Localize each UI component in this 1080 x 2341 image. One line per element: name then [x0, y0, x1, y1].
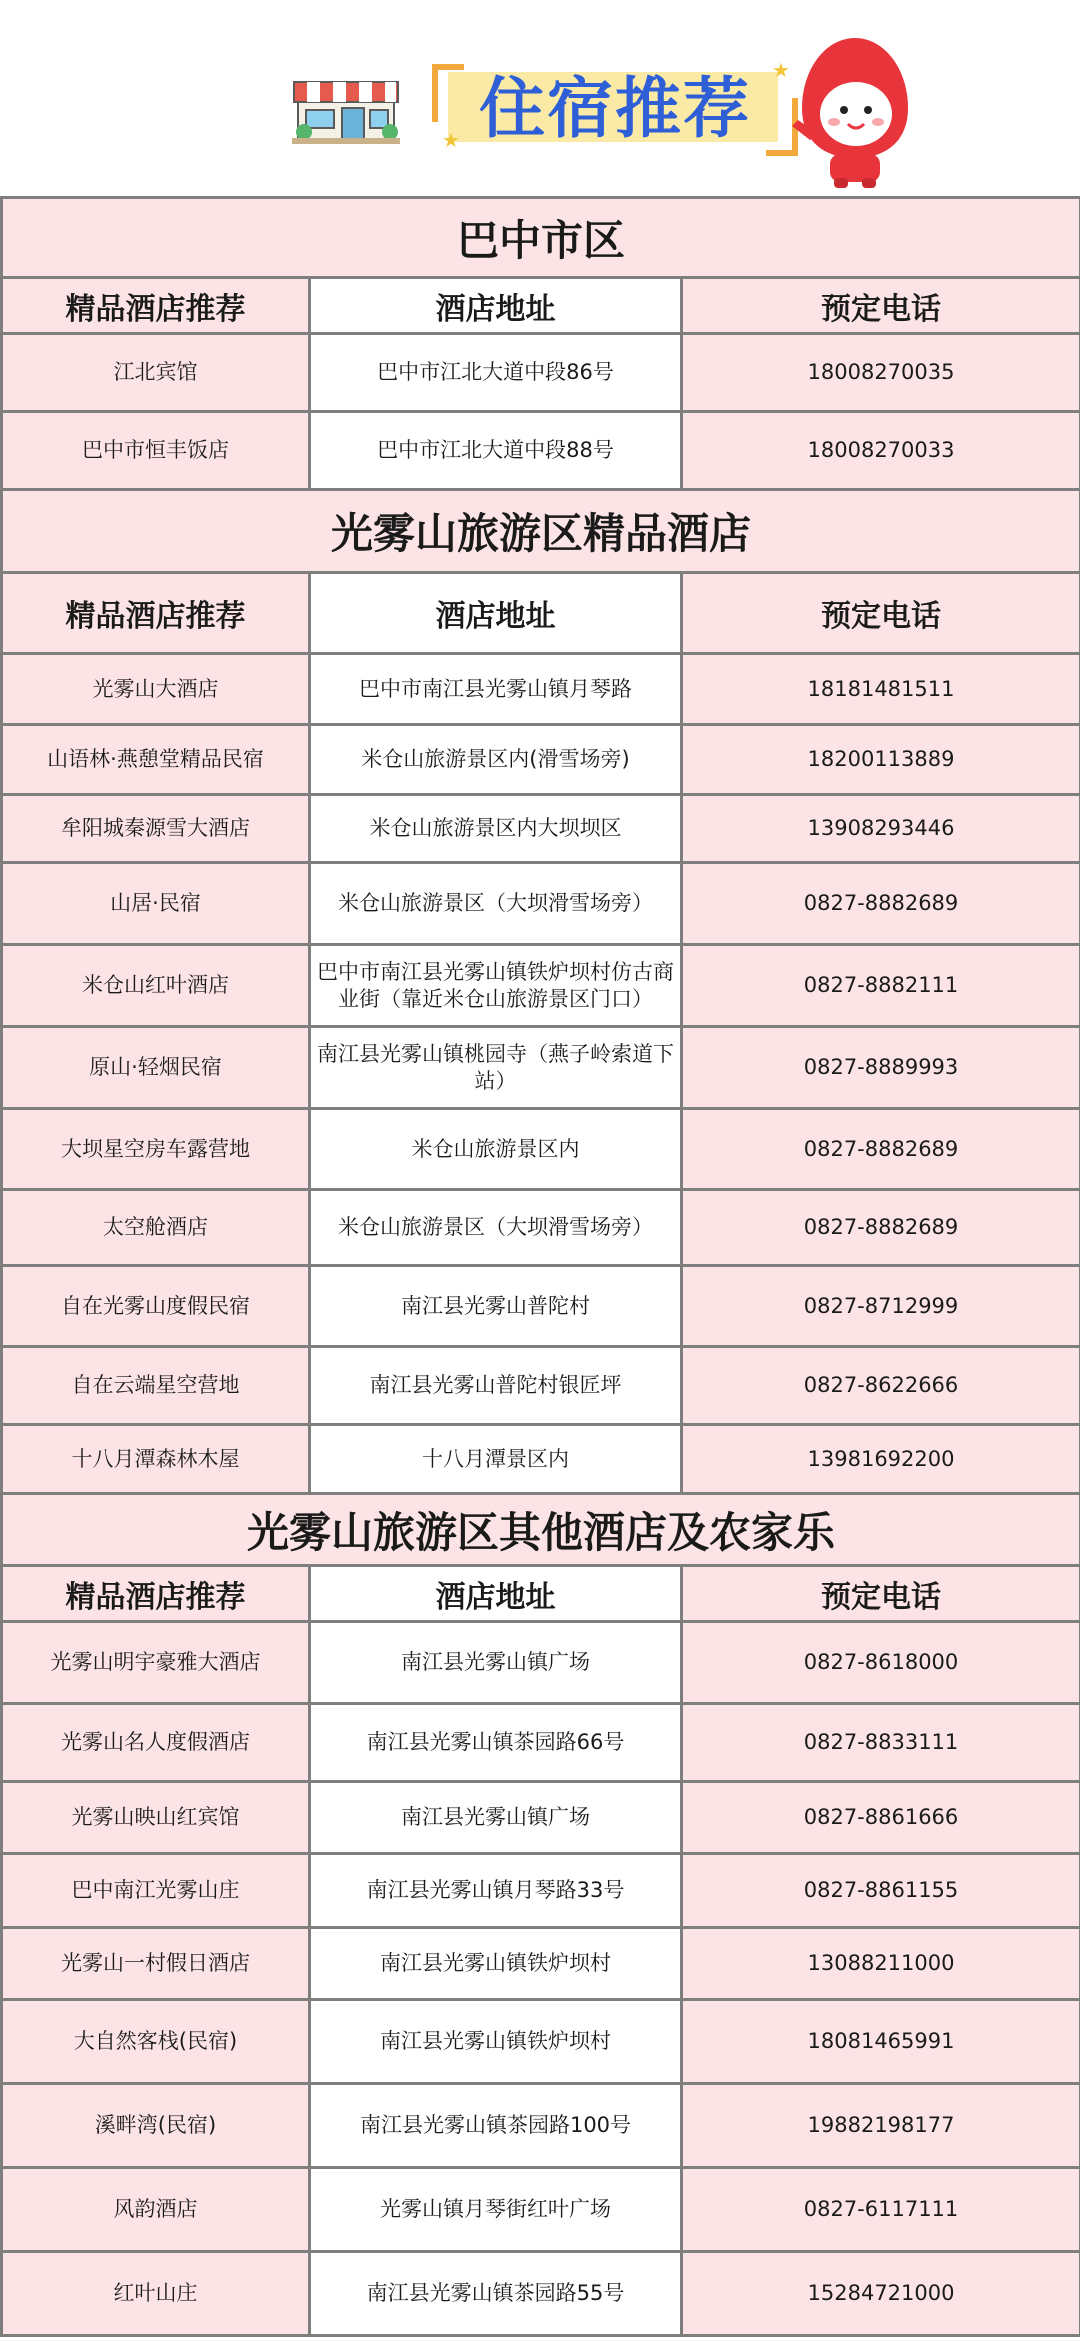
column-header-row [2, 1566, 1080, 1622]
hotel-table [0, 196, 1080, 2337]
hotel-address: 南江县光雾山镇月琴路33号 [310, 1854, 682, 1928]
table-row [2, 1782, 1080, 1854]
table-row [2, 1425, 1080, 1494]
table-row [2, 412, 1080, 490]
column-header-address: 酒店地址 [310, 573, 682, 654]
section-title: 巴中市区 [2, 198, 1080, 278]
section-title-row [2, 1494, 1080, 1566]
hotel-address: 南江县光雾山镇桃园寺（燕子岭索道下站） [310, 1027, 682, 1109]
shop-icon [290, 74, 402, 146]
hotel-name: 大自然客栈(民宿) [2, 2000, 310, 2084]
table-row [2, 945, 1080, 1027]
table-row [2, 1622, 1080, 1704]
table-row [2, 1347, 1080, 1425]
hotel-address: 南江县光雾山镇广场 [310, 1622, 682, 1704]
hotel-name: 自在云端星空营地 [2, 1347, 310, 1425]
hotel-name: 光雾山明宇豪雅大酒店 [2, 1622, 310, 1704]
table-row [2, 1704, 1080, 1782]
hotel-name: 溪畔湾(民宿) [2, 2084, 310, 2168]
table-row [2, 1109, 1080, 1190]
table-row [2, 2084, 1080, 2168]
hotel-address: 巴中市南江县光雾山镇铁炉坝村仿古商业街（靠近米仓山旅游景区门口） [310, 945, 682, 1027]
column-header-name: 精品酒店推荐 [2, 1566, 310, 1622]
table-row [2, 2252, 1080, 2336]
hotel-address: 米仓山旅游景区（大坝滑雪场旁） [310, 863, 682, 945]
hotel-phone: 13908293446 [682, 795, 1080, 863]
hotel-phone: 0827-8618000 [682, 1622, 1080, 1704]
hotel-address: 巴中市南江县光雾山镇月琴路 [310, 654, 682, 725]
hotel-phone: 0827-8861155 [682, 1854, 1080, 1928]
hotel-phone: 18200113889 [682, 725, 1080, 795]
hotel-table-body [2, 198, 1080, 2336]
hotel-phone: 0827-8882689 [682, 1190, 1080, 1266]
hotel-name: 光雾山大酒店 [2, 654, 310, 725]
hotel-address: 光雾山镇月琴街红叶广场 [310, 2168, 682, 2252]
hotel-name: 太空舱酒店 [2, 1190, 310, 1266]
table-row [2, 654, 1080, 725]
hotel-phone: 15284721000 [682, 2252, 1080, 2336]
table-row [2, 1928, 1080, 2000]
column-header-address: 酒店地址 [310, 1566, 682, 1622]
table-row [2, 795, 1080, 863]
hotel-name: 自在光雾山度假民宿 [2, 1266, 310, 1347]
column-header-address: 酒店地址 [310, 278, 682, 334]
hotel-phone: 0827-8882689 [682, 1109, 1080, 1190]
column-header-phone: 预定电话 [682, 278, 1080, 334]
table-row [2, 863, 1080, 945]
hotel-address: 南江县光雾山普陀村银匠坪 [310, 1347, 682, 1425]
column-header-phone: 预定电话 [682, 1566, 1080, 1622]
section-title: 光雾山旅游区其他酒店及农家乐 [2, 1494, 1080, 1566]
column-header-name: 精品酒店推荐 [2, 278, 310, 334]
table-row [2, 2000, 1080, 2084]
hotel-table-container [0, 196, 1080, 2337]
star-icon: ★ [442, 128, 460, 152]
table-row [2, 1854, 1080, 1928]
hotel-address: 南江县光雾山普陀村 [310, 1266, 682, 1347]
column-header-row [2, 278, 1080, 334]
hotel-phone: 18008270035 [682, 334, 1080, 412]
hotel-phone: 18008270033 [682, 412, 1080, 490]
table-row [2, 2168, 1080, 2252]
hotel-phone: 13981692200 [682, 1425, 1080, 1494]
page-header [0, 0, 1080, 196]
hotel-address: 南江县光雾山镇茶园路100号 [310, 2084, 682, 2168]
page-title: 住宿推荐 [479, 70, 751, 147]
hotel-name: 山语林·燕憩堂精品民宿 [2, 725, 310, 795]
hotel-address: 米仓山旅游景区内 [310, 1109, 682, 1190]
hotel-address: 南江县光雾山镇广场 [310, 1782, 682, 1854]
table-row [2, 1266, 1080, 1347]
section-title: 光雾山旅游区精品酒店 [2, 490, 1080, 573]
section-title-row [2, 198, 1080, 278]
hotel-phone: 0827-8882689 [682, 863, 1080, 945]
hotel-address: 十八月潭景区内 [310, 1425, 682, 1494]
column-header-name: 精品酒店推荐 [2, 573, 310, 654]
hotel-address: 米仓山旅游景区内(滑雪场旁) [310, 725, 682, 795]
hotel-phone: 18181481511 [682, 654, 1080, 725]
hotel-phone: 0827-8882111 [682, 945, 1080, 1027]
hotel-name: 光雾山映山红宾馆 [2, 1782, 310, 1854]
hotel-name: 米仓山红叶酒店 [2, 945, 310, 1027]
hotel-name: 光雾山名人度假酒店 [2, 1704, 310, 1782]
hotel-phone: 13088211000 [682, 1928, 1080, 2000]
hotel-phone: 0827-8861666 [682, 1782, 1080, 1854]
hotel-name: 牟阳城秦源雪大酒店 [2, 795, 310, 863]
hotel-name: 山居·民宿 [2, 863, 310, 945]
hotel-name: 巴中南江光雾山庄 [2, 1854, 310, 1928]
section-title-row [2, 490, 1080, 573]
hotel-phone: 0827-8889993 [682, 1027, 1080, 1109]
hotel-name: 红叶山庄 [2, 2252, 310, 2336]
table-row [2, 1190, 1080, 1266]
table-row [2, 1027, 1080, 1109]
hotel-address: 米仓山旅游景区内大坝坝区 [310, 795, 682, 863]
hotel-address: 南江县光雾山镇铁炉坝村 [310, 1928, 682, 2000]
hotel-address: 南江县光雾山镇茶园路55号 [310, 2252, 682, 2336]
mascot-icon [790, 30, 920, 190]
hotel-phone: 0827-8622666 [682, 1347, 1080, 1425]
star-icon: ★ [772, 58, 790, 82]
hotel-name: 大坝星空房车露营地 [2, 1109, 310, 1190]
column-header-phone: 预定电话 [682, 573, 1080, 654]
column-header-row [2, 573, 1080, 654]
hotel-name: 江北宾馆 [2, 334, 310, 412]
hotel-phone: 0827-8833111 [682, 1704, 1080, 1782]
hotel-phone: 0827-6117111 [682, 2168, 1080, 2252]
hotel-name: 巴中市恒丰饭店 [2, 412, 310, 490]
hotel-address: 巴中市江北大道中段88号 [310, 412, 682, 490]
hotel-phone: 18081465991 [682, 2000, 1080, 2084]
hotel-name: 十八月潭森林木屋 [2, 1425, 310, 1494]
hotel-address: 南江县光雾山镇茶园路66号 [310, 1704, 682, 1782]
hotel-address: 南江县光雾山镇铁炉坝村 [310, 2000, 682, 2084]
hotel-phone: 0827-8712999 [682, 1266, 1080, 1347]
hotel-phone: 19882198177 [682, 2084, 1080, 2168]
title-block [430, 58, 800, 158]
table-row [2, 725, 1080, 795]
hotel-address: 米仓山旅游景区（大坝滑雪场旁） [310, 1190, 682, 1266]
hotel-name: 原山·轻烟民宿 [2, 1027, 310, 1109]
hotel-name: 光雾山一村假日酒店 [2, 1928, 310, 2000]
hotel-address: 巴中市江北大道中段86号 [310, 334, 682, 412]
hotel-name: 风韵酒店 [2, 2168, 310, 2252]
table-row [2, 334, 1080, 412]
